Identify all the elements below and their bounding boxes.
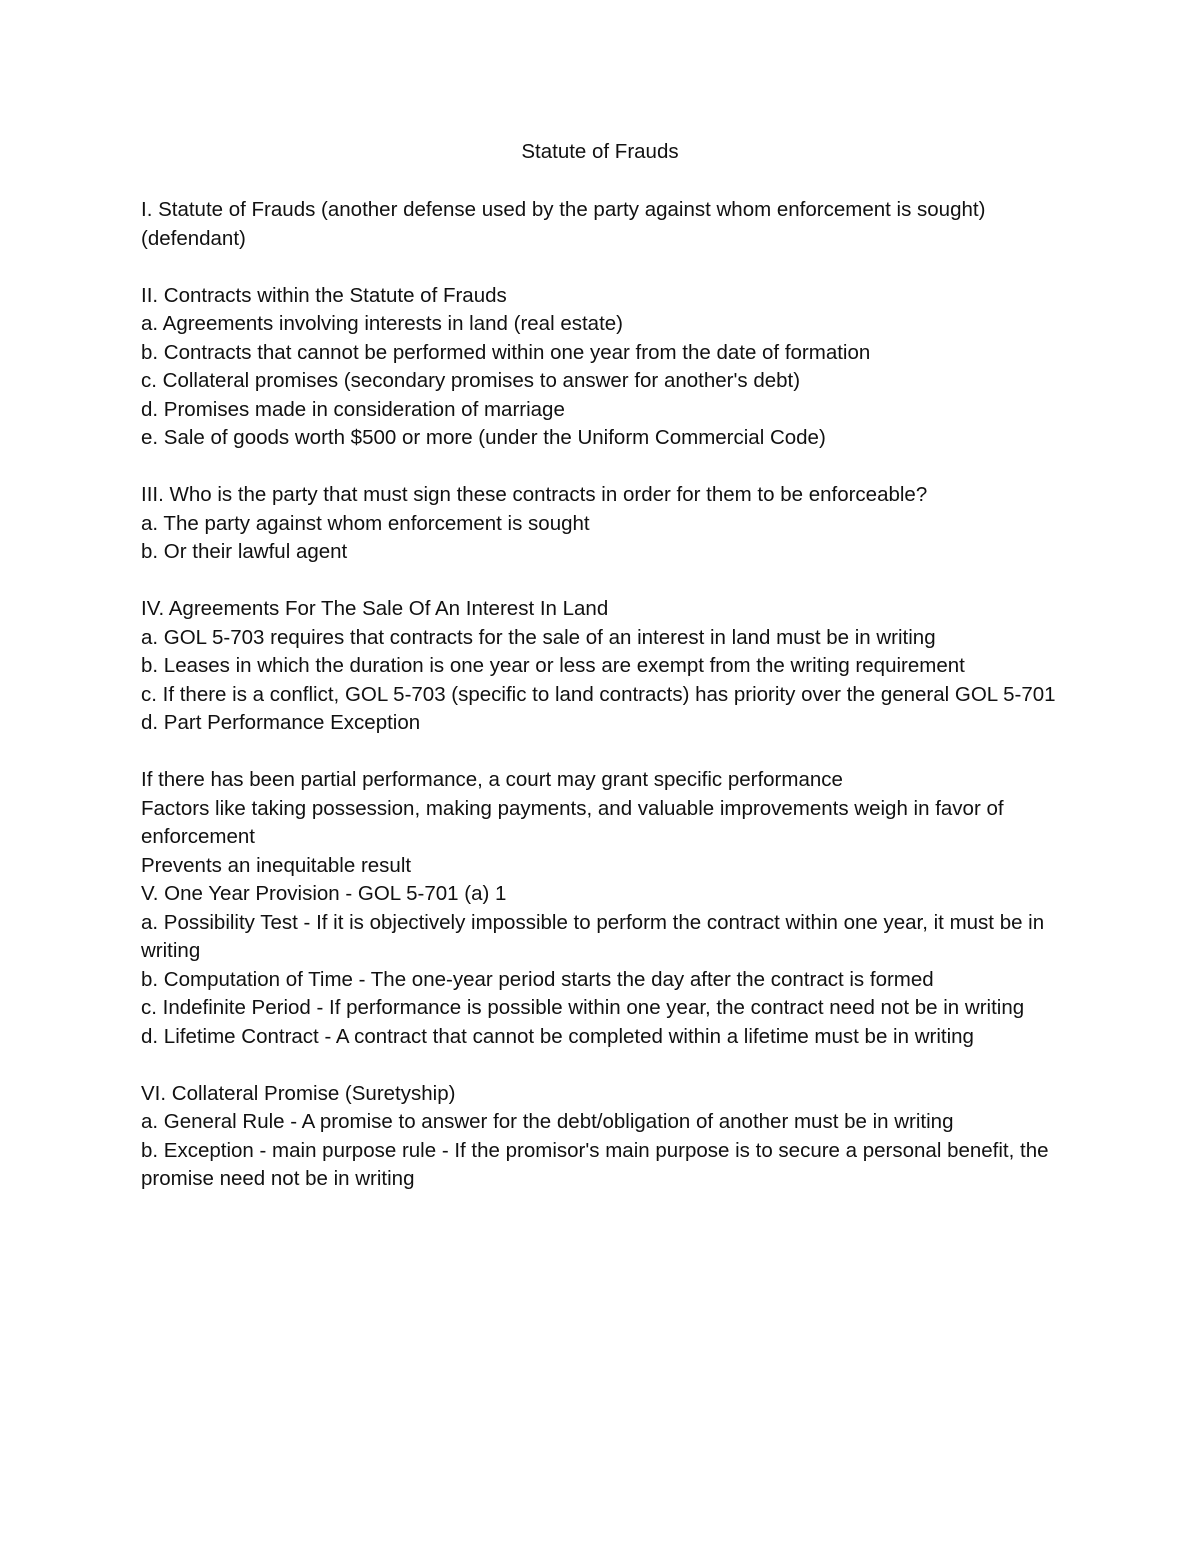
paragraph-line: Factors like taking possession, making payments, and valuable improvements weigh in favor of enforcement <box>141 796 1004 848</box>
list-item: a. General Rule - A promise to answer for the debt/obligation of another must be in writing <box>141 1110 954 1133</box>
list-item: c. If there is a conflict, GOL 5-703 (specific to land contracts) has priority over the general GOL 5-701 <box>141 682 1056 706</box>
list-item: a. Agreements involving interests in land (real estate) <box>141 312 624 335</box>
section-4-heading: IV. Agreements For The Sale Of An Interest In Land <box>141 597 609 620</box>
list-item: c. Indefinite Period - If performance is possible within one year, the contract need not be in writing <box>141 996 1025 1019</box>
paragraph-line: Prevents an inequitable result <box>141 853 412 877</box>
blank-line <box>141 453 1071 482</box>
list-item: c. Collateral promises (secondary promises to answer for another's debt) <box>141 369 801 392</box>
list-item: d. Lifetime Contract - A contract that cannot be completed within a lifetime must be in writing <box>141 1024 974 1048</box>
document-title: Statute of Frauds <box>521 140 679 163</box>
blank-line <box>141 738 1071 767</box>
blank-line <box>141 1051 1071 1080</box>
blank-line <box>141 253 1071 282</box>
list-item: b. Computation of Time - The one-year period starts the day after the contract is formed <box>141 967 934 991</box>
list-item: b. Contracts that cannot be performed within one year from the date of formation <box>141 340 871 364</box>
paragraph-line: If there has been partial performance, a court may grant specific performance <box>141 768 843 791</box>
list-item: e. Sale of goods worth $500 or more (under the Uniform Commercial Code) <box>141 426 826 449</box>
list-item: b. Or their lawful agent <box>141 540 348 563</box>
list-item: d. Promises made in consideration of marriage <box>141 397 565 421</box>
list-item: a. GOL 5-703 requires that contracts for the sale of an interest in land must be in writing <box>141 625 936 649</box>
list-item: b. Leases in which the duration is one year or less are exempt from the writing requirement <box>141 654 965 677</box>
blank-line <box>141 567 1071 596</box>
list-item: b. Exception - main purpose rule - If the promisor's main purpose is to secure a personal benefit, the promise need not be in writing <box>141 1138 1049 1190</box>
list-item: a. The party against whom enforcement is sought <box>141 511 590 535</box>
section-2-heading: II. Contracts within the Statute of Frauds <box>141 283 507 307</box>
section-1-heading: I. Statute of Frauds (another defense used by the party against whom enforcement is sought) (defendant) <box>141 198 986 250</box>
section-3-heading: III. Who is the party that must sign these contracts in order for them to be enforceable? <box>141 483 928 506</box>
section-6-heading: VI. Collateral Promise (Suretyship) <box>141 1081 456 1105</box>
document-body <box>141 196 1071 1194</box>
section-5-heading: V. One Year Provision - GOL 5-701 (a) 1 <box>141 882 507 905</box>
list-item: a. Possibility Test - If it is objectively impossible to perform the contract within one year, it must be in writing <box>141 910 1045 962</box>
list-item: d. Part Performance Exception <box>141 711 421 734</box>
